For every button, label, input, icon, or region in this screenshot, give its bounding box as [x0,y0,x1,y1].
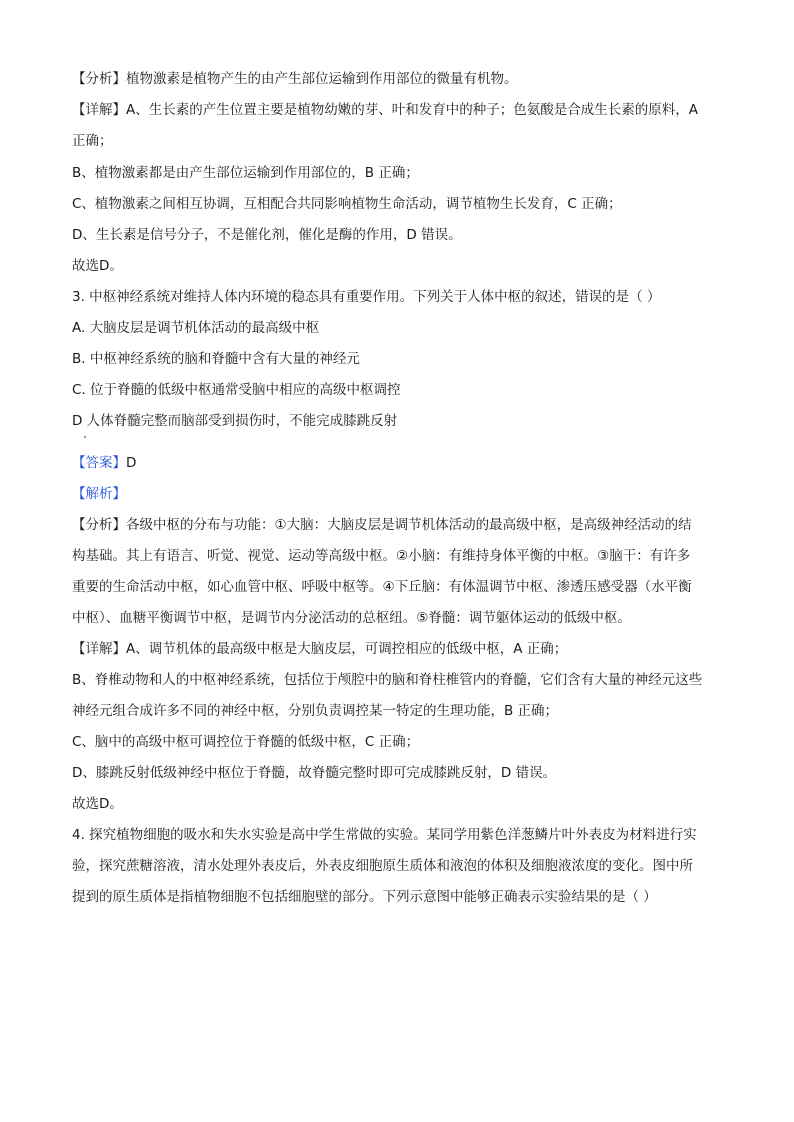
question-3-option-d: D 人体脊髓完整而脑部受到损伤时，不能完成膝跳反射 [72,413,398,429]
detail-3-line-3: 神经元组合成许多不同的神经中枢，分别负责调控某一特定的生理功能，B 正确； [72,703,559,719]
question-3-option-b: B. 中枢神经系统的脑和脊髓中含有大量的神经元 [72,351,360,367]
option-d-explanation: D、生长素是信号分子，不是催化剂，催化是酶的作用，D 错误。 [72,227,462,243]
choose-answer-3: 故选D。 [72,796,123,812]
detail-line: 【详解】A、生长素的产生位置主要是植物幼嫩的芽、叶和发育中的种子；色氨酸是合成生长素的原料，A [72,102,698,118]
question-3-option-a: A. 大脑皮层是调节机体活动的最高级中枢 [72,320,320,336]
analysis-3-line-3: 重要的生命活动中枢，如心血管中枢、呼吸中枢等。④下丘脑：有体温调节中枢、渗透压感受器（水平衡 [72,579,692,595]
analysis-3-line-1: 【分析】各级中枢的分布与功能：①大脑：大脑皮层是调节机体活动的最高级中枢，是高级神经活动的结 [72,517,692,533]
scan-mark [84,436,86,438]
question-3: 3. 中枢神经系统对维持人体内环境的稳态具有重要作用。下列关于人体中枢的叙述，错误的是（ ） [72,289,661,305]
analysis-3-line-4: 中枢）、血糖平衡调节中枢，是调节内分泌活动的总枢纽。⑤脊髓：调节躯体运动的低级中枢。 [72,610,631,626]
analysis-line: 【分析】植物激素是植物产生的由产生部位运输到作用部位的微量有机物。 [72,71,518,87]
detail-3-line-2: B、脊椎动物和人的中枢神经系统，包括位于颅腔中的脑和脊柱椎管内的脊髓，它们含有大量的神经元这些 [72,672,703,688]
answer-value: D [126,455,137,471]
detail-3-line-4: C、脑中的高级中枢可调控位于脊髓的低级中枢，C 正确； [72,734,420,750]
answer-line [72,453,732,473]
detail-line-continued: 正确； [72,133,113,149]
option-c-explanation: C、植物激素之间相互协调，互相配合共同影响植物生命活动，调节植物生长发育，C 正确； [72,196,622,212]
detail-3-line-5: D、膝跳反射低级神经中枢位于脊髓，故脊髓完整时即可完成膝跳反射，D 错误。 [72,765,557,781]
question-4-line-1: 4. 探究植物细胞的吸水和失水实验是高中学生常做的实验。某同学用紫色洋葱鳞片叶外表皮为材料进行实 [72,827,697,843]
option-b-explanation: B、植物激素都是由产生部位运输到作用部位的，B 正确； [72,165,419,181]
question-3-option-c: C. 位于脊髓的低级中枢通常受脑中相应的高级中枢调控 [72,382,401,398]
question-4-line-2: 验，探究蔗糖溶液，清水处理外表皮后，外表皮细胞原生质体和液泡的体积及细胞液浓度的变化。图中所 [72,858,693,874]
analysis-3-line-2: 构基础。其上有语言、听觉、视觉、运动等高级中枢。②小脑：有维持身体平衡的中枢。③脑干：有许多 [72,548,691,564]
detail-3-line-1: 【详解】A、调节机体的最高级中枢是大脑皮层，可调控相应的低级中枢，A 正确； [72,641,568,657]
question-4-line-3: 提到的原生质体是指植物细胞不包括细胞壁的部分。下列示意图中能够正确表示实验结果的是（ ） [72,889,657,905]
choose-answer: 故选D。 [72,258,123,274]
explanation-label: 【解析】 [72,486,126,502]
answer-label: 【答案】 [72,455,126,471]
